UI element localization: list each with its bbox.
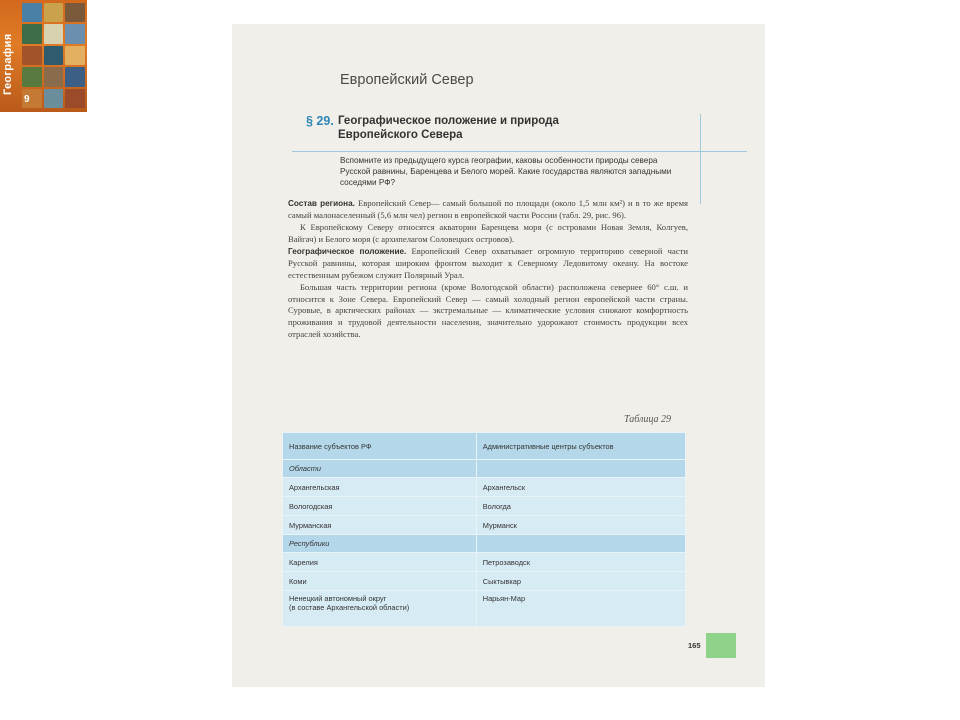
table-row (283, 478, 686, 497)
body-paragraph-text: К Европейскому Северу относятся акватории Баренцева моря (с островами Новая Земля, Колгуев, Вайгач) и Белого моря (с архипелагом Соловецких островов). (288, 222, 688, 244)
cover-photo-tile (44, 67, 64, 86)
divider-vertical (700, 114, 701, 204)
intro-question: Вспомните из предыдущего курса географии, каковы особенности природы севера Русской равнины, Баренцева и Белого морей. Какие государства являются западными соседями РФ? (340, 156, 672, 187)
cover-photo-tile (65, 89, 85, 108)
section-title: Европейский Север (340, 72, 474, 88)
cover-photo-collage (22, 3, 85, 108)
textbook-page-scan (232, 24, 765, 687)
table-header: Административные центры субъектов (476, 433, 685, 460)
table-cell-line: (в составе Архангельской области) (289, 603, 410, 612)
body-paragraph-heading: Состав региона. (288, 199, 355, 208)
cover-photo-tile (65, 3, 85, 22)
textbook-cover-thumbnail[interactable] (0, 0, 87, 112)
table-group-row (283, 460, 686, 478)
table-cell: Нарьян-Мар (476, 591, 685, 627)
cover-photo-tile (65, 67, 85, 86)
table-row (283, 591, 686, 627)
table-header-row (283, 433, 686, 460)
table-cell: Вологодская (283, 497, 477, 516)
cover-photo-tile (65, 24, 85, 43)
table-group-label: Области (283, 460, 477, 478)
paragraph-title (338, 114, 668, 142)
table-cell: Сыктывкар (476, 572, 685, 591)
paragraph-title-line1: Географическое положение и природа (338, 115, 559, 127)
cover-photo-tile (22, 46, 42, 65)
body-paragraph-text: Европейский Север— самый большой по площади (около 1,5 млн км²) и в то же время самый малонаселенный (5,6 млн чел) регион в европейской части России (табл. 29, рис. 96). (288, 198, 688, 220)
table-row (283, 516, 686, 535)
cover-photo-tile (22, 67, 42, 86)
body-text (288, 198, 688, 341)
body-paragraph-text: Большая часть территории региона (кроме Вологодской области) расположена севернее 60° с.ш. и относится к Зоне Севера. Европейский Север — самый холодный регион европейской части страны. Суровые, в арктических районах — экстремальные — климатические условия снижают комфортность проживания и трудовой деятельности населения, значительно удорожают стоимость продукции всех отраслей хозяйства. (288, 282, 688, 339)
table-group-row (283, 535, 686, 553)
table-row (283, 553, 686, 572)
table-row (283, 497, 686, 516)
table-cell: Петрозаводск (476, 553, 685, 572)
table-cell: Вологда (476, 497, 685, 516)
cover-grade: 9 (24, 94, 30, 105)
divider-horizontal (292, 151, 747, 152)
table-cell: Архангельская (283, 478, 477, 497)
body-paragraph (288, 246, 688, 281)
table-cell-line: Ненецкий автономный округ (289, 594, 387, 603)
table-cell: Коми (283, 572, 477, 591)
cover-photo-tile (44, 89, 64, 108)
cover-title: География (2, 33, 14, 95)
table-label: Таблица 29 (624, 414, 671, 425)
body-paragraph-heading: Географическое положение. (288, 247, 407, 257)
paragraph-title-line2: Европейского Севера (338, 129, 463, 141)
table-header: Название субъектов РФ (283, 433, 477, 460)
cover-photo-tile (44, 3, 64, 22)
table-cell: Карелия (283, 553, 477, 572)
page-corner-marker (706, 633, 736, 658)
table-cell (283, 591, 477, 627)
table-group-label: Республики (283, 535, 477, 553)
subjects-table (282, 432, 686, 627)
table-cell: Архангельск (476, 478, 685, 497)
cover-photo-tile (44, 46, 64, 65)
cover-photo-tile (44, 24, 64, 43)
body-paragraph (288, 222, 688, 245)
table-cell: Мурманская (283, 516, 477, 535)
body-paragraph-text: Европейский Север охватывает огромную территорию северной части Русской равнины, которая широким фронтом выходит к Северному Ледовитому океану. На востоке естественным рубежом служит Полярный Урал. (288, 246, 688, 280)
body-paragraph (288, 198, 688, 221)
body-paragraph (288, 282, 688, 340)
table-cell: Мурманск (476, 516, 685, 535)
cover-photo-tile (22, 3, 42, 22)
page-number: 165 (688, 641, 701, 650)
table-row (283, 572, 686, 591)
cover-photo-tile (22, 24, 42, 43)
paragraph-number: § 29. (306, 114, 334, 128)
cover-photo-tile (65, 46, 85, 65)
